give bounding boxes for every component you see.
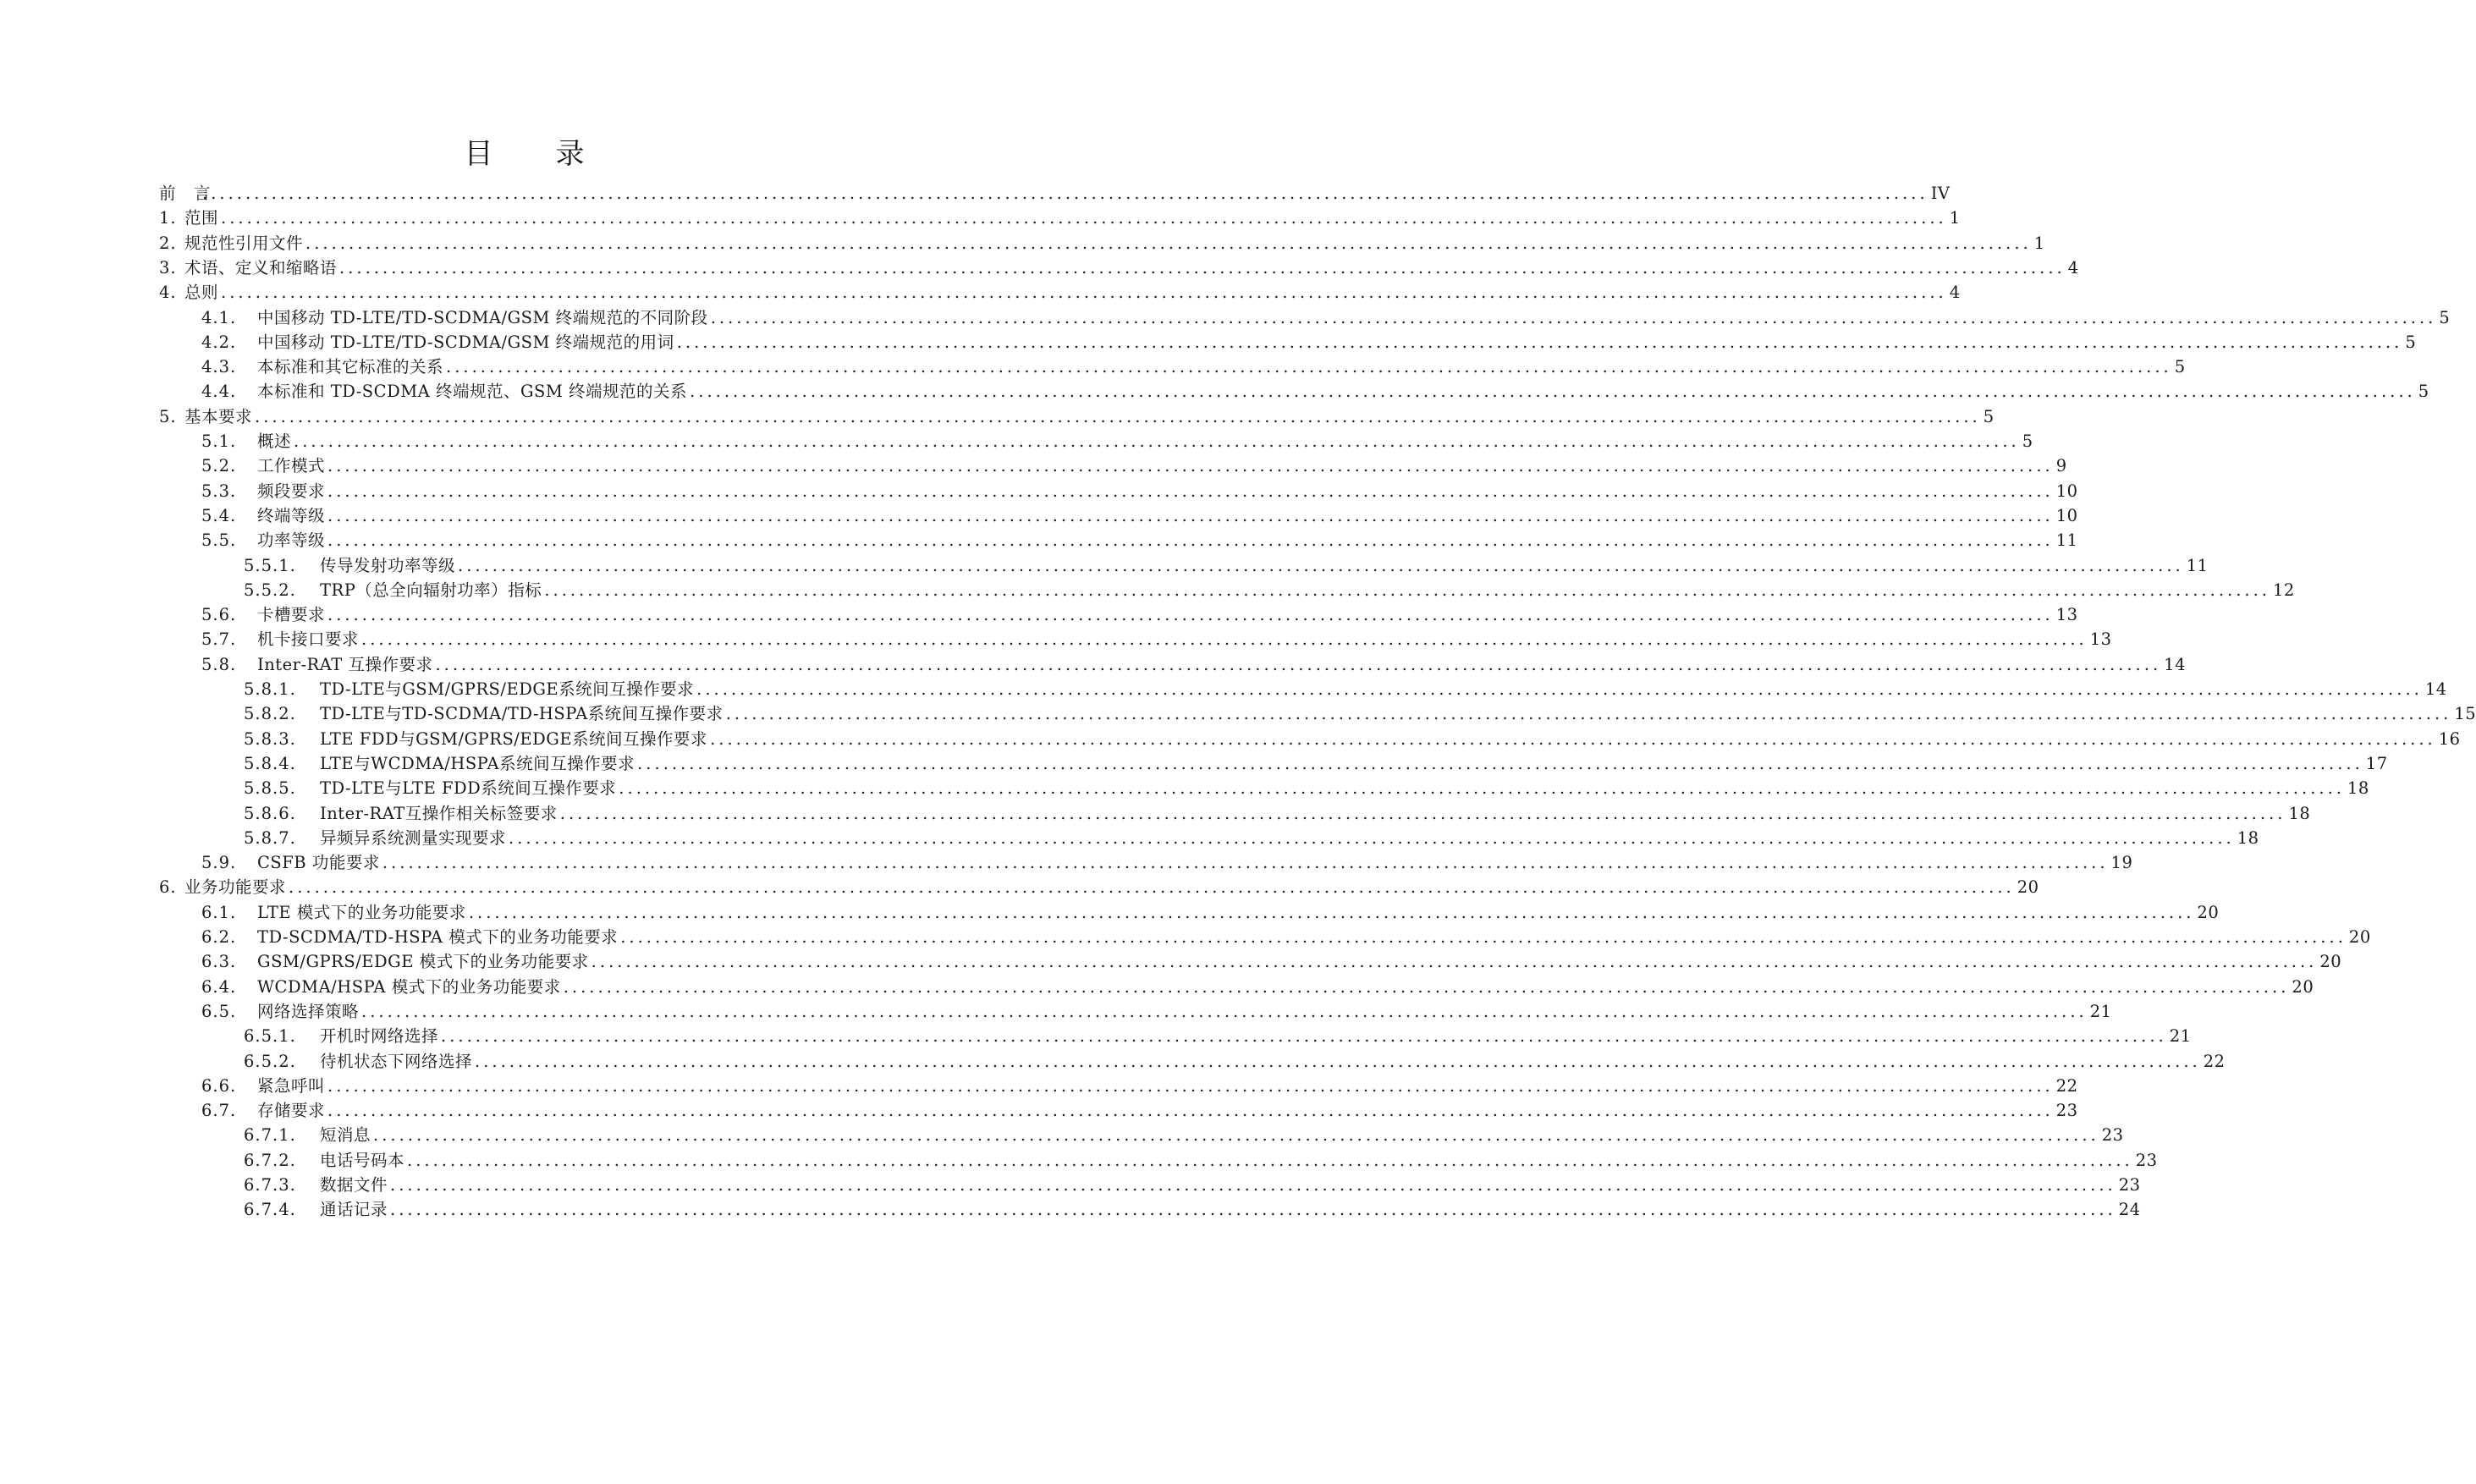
toc-entry[interactable] — [201, 330, 2417, 355]
toc-entry-title: GSM/GPRS/EDGE 模式下的业务功能要求 — [257, 952, 589, 972]
toc-entry-page-number: 20 — [2017, 877, 2039, 898]
toc-entry-page-number: 18 — [2347, 778, 2369, 799]
toc-entry-title: LTE FDD与GSM/GPRS/EDGE系统间互操作要求 — [320, 728, 708, 749]
toc-entry[interactable] — [244, 1024, 2192, 1049]
toc-entry-number: 5.8.5. — [244, 778, 296, 799]
toc-entry-page-number: 5 — [2405, 332, 2417, 352]
dot-leader: ........................................................................................................................................................................................................ — [725, 704, 2452, 724]
toc-entry-number: 5.8.1. — [244, 679, 296, 699]
dot-leader: ........................................................................................................................................................................................................ — [327, 481, 2054, 501]
toc-entry[interactable] — [201, 949, 2342, 975]
toc-entry-page-number: 22 — [2055, 1075, 2078, 1096]
toc-entry-number: 5.5. — [201, 530, 237, 551]
toc-entry-page-number: IV — [1930, 184, 1951, 203]
toc-entry[interactable] — [244, 578, 2295, 603]
toc-entry-number: 6.6. — [201, 1075, 237, 1096]
toc-entry-number: 1. — [159, 208, 177, 228]
toc-entry[interactable] — [159, 181, 1951, 206]
toc-entry-page-number: 21 — [2089, 1001, 2112, 1021]
toc-entry-number: 5.5.1. — [244, 555, 296, 575]
toc-entry-title: WCDMA/HSPA 模式下的业务功能要求 — [257, 976, 561, 997]
toc-entry-title: 短消息 — [320, 1125, 371, 1146]
toc-entry-number: 6. — [159, 877, 177, 898]
toc-entry-number: 5.6. — [201, 605, 237, 625]
dot-leader: ........................................................................................................................................................................................................ — [294, 431, 2020, 451]
dot-leader: ........................................................................................................................................................................................................ — [591, 952, 2318, 972]
dot-leader: ........................................................................................................................................................................................................ — [435, 654, 2162, 674]
toc-entry-page-number: 24 — [2118, 1200, 2141, 1220]
dot-leader: ........................................................................................................................................................................................................ — [637, 753, 2363, 773]
toc-entry-title: 机卡接口要求 — [257, 629, 360, 650]
toc-entry-title: 总则 — [184, 283, 219, 303]
toc-entry-number: 5.4. — [201, 505, 237, 525]
toc-entry[interactable] — [244, 801, 2311, 827]
toc-entry-page-number: 13 — [2089, 629, 2112, 650]
toc-entry-number: 5.8.2. — [244, 704, 296, 724]
toc-entry-title: 待机状态下网络选择 — [320, 1051, 473, 1071]
dot-leader: ........................................................................................................................................................................................................ — [407, 1150, 2133, 1170]
toc-entry-title: 网络选择策略 — [257, 1001, 360, 1021]
toc-entry[interactable] — [244, 826, 2259, 851]
toc-entry-number: 前 言 — [159, 184, 212, 203]
toc-entry[interactable] — [159, 404, 1995, 430]
toc-entry[interactable] — [201, 429, 2033, 454]
toc-entry-number: 5.5.2. — [244, 580, 296, 600]
toc-entry-title: 卡槽要求 — [257, 605, 326, 625]
dot-leader: ........................................................................................................................................................................................................ — [468, 902, 2195, 922]
toc-entry-number: 2. — [159, 233, 177, 253]
toc-entry-title: 频段要求 — [257, 481, 326, 501]
toc-entry[interactable] — [201, 305, 2451, 331]
toc-entry-title: 本标准和其它标准的关系 — [257, 357, 444, 377]
toc-entry-title: 术语、定义和缩略语 — [184, 257, 338, 278]
toc-entry-number: 5.8.6. — [244, 803, 296, 823]
toc-entry-title: Inter-RAT互操作相关标签要求 — [320, 803, 558, 823]
dot-leader: ........................................................................................................................................................................................................ — [361, 1001, 2088, 1021]
toc-entry-page-number: 23 — [2135, 1150, 2158, 1170]
toc-entry-title: 存储要求 — [257, 1101, 326, 1121]
toc-entry-title: LTE与WCDMA/HSPA系统间互操作要求 — [320, 753, 636, 773]
toc-entry-title: 范围 — [184, 208, 219, 228]
toc-entry-title: CSFB 功能要求 — [257, 853, 380, 873]
toc-entry-number: 4.1. — [201, 307, 237, 327]
dot-leader: ........................................................................................................................................................................................................ — [696, 679, 2423, 699]
dot-leader: ........................................................................................................................................................................................................ — [373, 1125, 2099, 1146]
toc-entry[interactable] — [244, 776, 2369, 801]
toc-entry-page-number: 5 — [2439, 307, 2451, 327]
dot-leader: ........................................................................................................................................................................................................ — [690, 382, 2416, 402]
toc-entry-page-number: 5 — [2418, 382, 2429, 402]
toc-entry[interactable] — [159, 875, 2039, 900]
toc-entry-page-number: 1 — [2033, 233, 2045, 253]
toc-entry-page-number: 16 — [2438, 728, 2461, 749]
dot-leader: ........................................................................................................................................................................................................ — [563, 976, 2290, 997]
toc-entry-title: 电话号码本 — [320, 1150, 405, 1170]
toc-entry-page-number: 20 — [2197, 902, 2220, 922]
toc-entry-title: 中国移动 TD-LTE/TD-SCDMA/GSM 终端规范的不同阶段 — [257, 307, 708, 327]
toc-entry-page-number: 18 — [2288, 803, 2311, 823]
dot-leader: ........................................................................................................................................................................................................ — [710, 307, 2437, 327]
dot-leader: ........................................................................................................................................................................................................ — [544, 580, 2271, 600]
dot-leader: ........................................................................................................................................................................................................ — [559, 803, 2286, 823]
dot-leader: ........................................................................................................................................................................................................ — [509, 827, 2235, 848]
toc-entry-title: 终端等级 — [257, 505, 326, 525]
toc-entry-number: 6.3. — [201, 952, 237, 972]
toc-entry-page-number: 22 — [2203, 1051, 2226, 1071]
toc-entry-page-number: 5 — [1983, 406, 1995, 426]
dot-leader: ........................................................................................................................................................................................................ — [361, 629, 2088, 650]
toc-entry-number: 4.4. — [201, 382, 237, 402]
toc-entry-number: 5.3. — [201, 481, 237, 501]
toc-entry-number: 6.7.4. — [244, 1200, 296, 1220]
toc-entry[interactable] — [201, 453, 2067, 479]
toc-entry[interactable] — [201, 528, 2078, 553]
toc-entry-title: TD-LTE与LTE FDD系统间互操作要求 — [320, 778, 617, 799]
toc-entry-title: 规范性引用文件 — [184, 233, 304, 253]
toc-entry[interactable] — [201, 479, 2078, 504]
toc-entry-title: 异频异系统测量实现要求 — [320, 827, 507, 848]
toc-entry-page-number: 23 — [2101, 1125, 2124, 1146]
toc-entry-page-number: 14 — [2164, 654, 2186, 674]
toc-entry-page-number: 17 — [2365, 753, 2388, 773]
toc-entry-page-number: 1 — [1949, 208, 1961, 228]
toc-entry-number: 5.1. — [201, 431, 237, 451]
toc-entry-title: TD-LTE与TD-SCDMA/TD-HSPA系统间互操作要求 — [320, 704, 724, 724]
dot-leader: ........................................................................................................................................................................................................ — [390, 1200, 2116, 1220]
toc-entry-number: 3. — [159, 257, 177, 278]
toc-entry[interactable] — [201, 925, 2371, 950]
toc-entry-page-number: 19 — [2110, 853, 2133, 873]
dot-leader: ........................................................................................................................................................................................................ — [475, 1051, 2201, 1071]
toc-entry-number: 6.5.2. — [244, 1051, 296, 1071]
toc-entry[interactable] — [159, 280, 1961, 305]
toc-entry[interactable] — [201, 355, 2186, 380]
toc-entry[interactable] — [201, 627, 2112, 652]
toc-entry-number: 6.1. — [201, 902, 237, 922]
toc-entry-number: 6.7.1. — [244, 1125, 296, 1146]
toc-entry-number: 6.7.2. — [244, 1150, 296, 1170]
toc-entry-number: 4.2. — [201, 332, 237, 352]
toc-entry-number: 5.8. — [201, 654, 237, 674]
dot-leader: ........................................................................................................................................................................................................ — [221, 283, 1947, 303]
toc-entry-number: 5. — [159, 406, 177, 426]
toc-entry[interactable] — [159, 256, 2079, 281]
toc-entry-page-number: 4 — [2067, 257, 2079, 278]
toc-entry-page-number: 13 — [2055, 605, 2078, 625]
toc-entry[interactable] — [201, 1098, 2078, 1124]
toc-entry-title: 本标准和 TD-SCDMA 终端规范、GSM 终端规范的关系 — [257, 382, 688, 402]
toc-entry-number: 6.7. — [201, 1101, 237, 1121]
toc-entry-number: 5.2. — [201, 456, 237, 476]
dot-leader: ........................................................................................................................................................................................................ — [382, 853, 2109, 873]
dot-leader: ........................................................................................................................................................................................................ — [202, 184, 1929, 203]
toc-entry-page-number: 11 — [2186, 555, 2209, 575]
toc-entry-page-number: 15 — [2454, 704, 2476, 724]
dot-leader: ........................................................................................................................................................................................................ — [619, 778, 2345, 799]
toc-entry-title: 概述 — [257, 431, 292, 451]
dot-leader: ........................................................................................................................................................................................................ — [327, 605, 2054, 625]
toc-entry-page-number: 10 — [2055, 505, 2078, 525]
toc-entry[interactable] — [244, 677, 2447, 702]
dot-leader: ........................................................................................................................................................................................................ — [221, 208, 1947, 228]
toc-entry-number: 5.8.7. — [244, 827, 296, 848]
toc-entry[interactable] — [201, 602, 2078, 628]
toc-entry-page-number: 21 — [2169, 1026, 2192, 1047]
dot-leader: ........................................................................................................................................................................................................ — [327, 1075, 2054, 1096]
toc-entry-page-number: 12 — [2273, 580, 2295, 600]
dot-leader: ........................................................................................................................................................................................................ — [339, 257, 2066, 278]
toc-entry-page-number: 14 — [2424, 679, 2447, 699]
toc-entry-title: TD-SCDMA/TD-HSPA 模式下的业务功能要求 — [257, 927, 619, 947]
toc-entry-title: Inter-RAT 互操作要求 — [257, 654, 433, 674]
toc-entry-number: 6.5.1. — [244, 1026, 296, 1047]
toc-entry-page-number: 5 — [2022, 431, 2033, 451]
toc-entry[interactable] — [244, 701, 2476, 727]
toc-entry-title: 紧急呼叫 — [257, 1075, 326, 1096]
dot-leader: ........................................................................................................................................................................................................ — [327, 456, 2054, 476]
toc-entry-title: 数据文件 — [320, 1175, 388, 1195]
toc-entry[interactable] — [244, 1123, 2124, 1148]
dot-leader: ........................................................................................................................................................................................................ — [305, 233, 2032, 253]
toc-entry-title: 中国移动 TD-LTE/TD-SCDMA/GSM 终端规范的用词 — [257, 332, 674, 352]
toc-entry[interactable] — [201, 999, 2112, 1025]
toc-entry-number: 6.2. — [201, 927, 237, 947]
toc-entry[interactable] — [201, 850, 2133, 876]
toc-entry-number: 4. — [159, 283, 177, 303]
toc-entry[interactable] — [159, 231, 2045, 256]
toc-entry[interactable] — [244, 727, 2461, 752]
toc-entry-title: TRP（总全向辐射功率）指标 — [320, 580, 542, 600]
toc-entry-title: 业务功能要求 — [184, 877, 287, 898]
dot-leader: ........................................................................................................................................................................................................ — [458, 555, 2184, 575]
toc-entry-number: 6.7.3. — [244, 1175, 296, 1195]
toc-entry-number: 5.8.3. — [244, 728, 296, 749]
dot-leader: ........................................................................................................................................................................................................ — [676, 332, 2403, 352]
dot-leader: ........................................................................................................................................................................................................ — [441, 1026, 2167, 1047]
toc-entry-number: 6.4. — [201, 976, 237, 997]
toc-entry-page-number: 11 — [2055, 530, 2078, 551]
toc-entry-number: 6.5. — [201, 1001, 237, 1021]
dot-leader: ........................................................................................................................................................................................................ — [255, 406, 1981, 426]
toc-entry-page-number: 20 — [2292, 976, 2314, 997]
toc-entry[interactable] — [201, 379, 2429, 404]
toc-entry[interactable] — [201, 503, 2078, 529]
dot-leader: ........................................................................................................................................................................................................ — [327, 530, 2054, 551]
toc-entry-page-number: 9 — [2055, 456, 2067, 476]
toc-entry-page-number: 18 — [2237, 827, 2259, 848]
toc-entry-title: TD-LTE与GSM/GPRS/EDGE系统间互操作要求 — [320, 679, 695, 699]
dot-leader: ........................................................................................................................................................................................................ — [710, 728, 2436, 749]
toc-entry-title: 功率等级 — [257, 530, 326, 551]
toc-entry-page-number: 4 — [1949, 283, 1961, 303]
toc-entry[interactable] — [159, 206, 1961, 231]
dot-leader: ........................................................................................................................................................................................................ — [289, 877, 2015, 898]
toc-entry[interactable] — [244, 1197, 2141, 1223]
page-title: 目 录 — [464, 137, 586, 171]
toc-entry-page-number: 23 — [2055, 1101, 2078, 1121]
toc-entry-title: 工作模式 — [257, 456, 326, 476]
toc-entry-page-number: 10 — [2055, 481, 2078, 501]
toc-entry[interactable] — [244, 553, 2209, 579]
toc-entry[interactable] — [201, 652, 2186, 678]
toc-entry-number: 4.3. — [201, 357, 237, 377]
toc-entry-number: 5.9. — [201, 853, 237, 873]
dot-leader: ........................................................................................................................................................................................................ — [327, 1101, 2054, 1121]
toc-entry-page-number: 20 — [2348, 927, 2371, 947]
toc-entry-page-number: 20 — [2319, 952, 2342, 972]
dot-leader: ........................................................................................................................................................................................................ — [327, 505, 2054, 525]
toc-entry[interactable] — [244, 1049, 2226, 1075]
toc-entry[interactable] — [244, 751, 2388, 777]
toc-entry-title: 传导发射功率等级 — [320, 555, 456, 575]
toc-entry-number: 5.7. — [201, 629, 237, 650]
toc-entry[interactable] — [201, 900, 2220, 926]
toc-entry-title: LTE 模式下的业务功能要求 — [257, 902, 466, 922]
dot-leader: ........................................................................................................................................................................................................ — [446, 357, 2172, 377]
toc-entry-title: 基本要求 — [184, 406, 253, 426]
toc-entry-title: 开机时网络选择 — [320, 1026, 439, 1047]
toc-entry-page-number: 23 — [2118, 1175, 2141, 1195]
toc-entry[interactable] — [244, 1173, 2141, 1198]
toc-entry[interactable] — [201, 1074, 2078, 1099]
dot-leader: ........................................................................................................................................................................................................ — [390, 1175, 2116, 1195]
toc-entry[interactable] — [244, 1148, 2158, 1173]
toc-entry[interactable] — [201, 975, 2314, 1000]
toc-entry-title: 通话记录 — [320, 1200, 388, 1220]
toc-entry-number: 5.8.4. — [244, 753, 296, 773]
dot-leader: ........................................................................................................................................................................................................ — [620, 927, 2347, 947]
toc-entry-page-number: 5 — [2174, 357, 2186, 377]
